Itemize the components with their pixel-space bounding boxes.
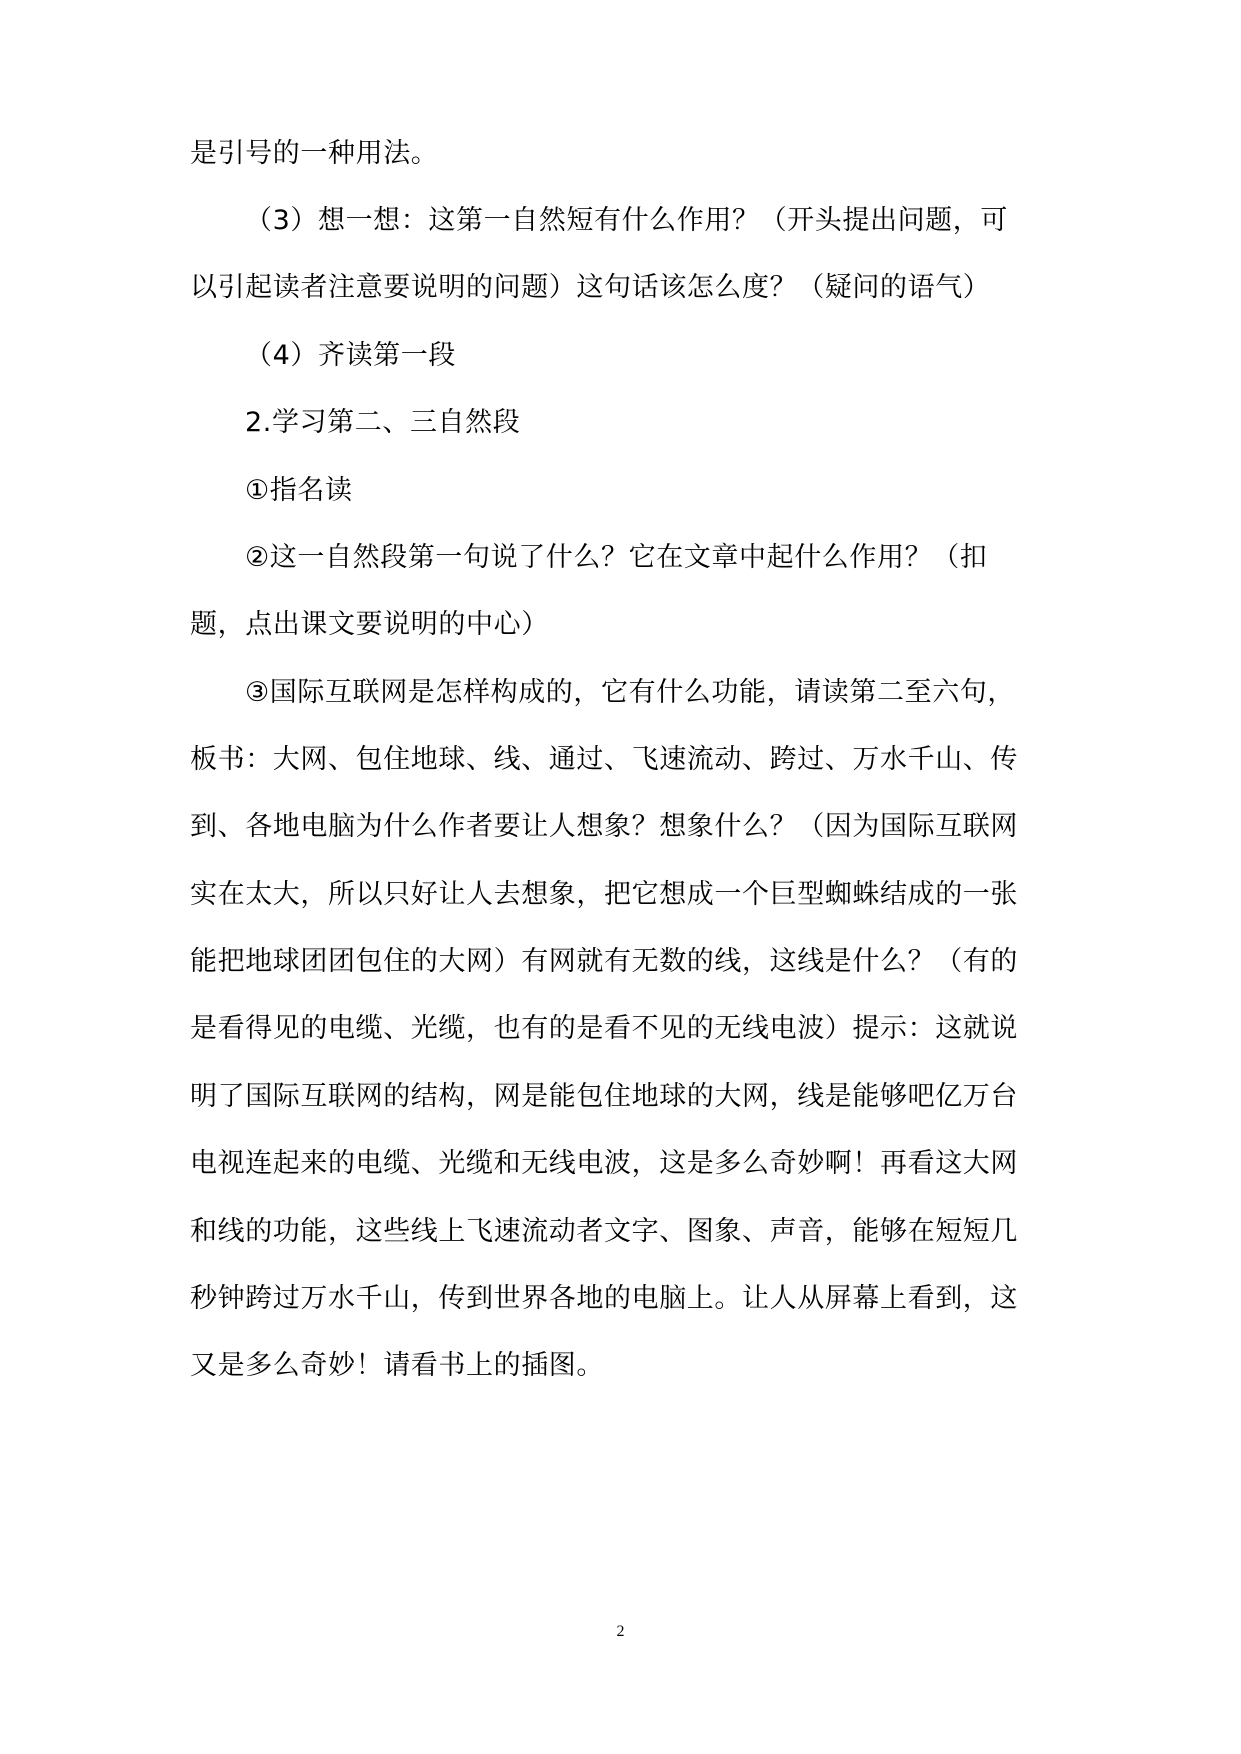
text-line: 明了国际互联网的结构，网是能包住地球的大网，线是能够吧亿万台 <box>190 1081 1018 1112</box>
text-line: 能把地球团团包住的大网）有网就有无数的线，这线是什么？（有的 <box>190 946 1018 977</box>
text-line: （4）齐读第一段 <box>245 340 456 371</box>
text-line: 秒钟跨过万水千山，传到世界各地的电脑上。让人从屏幕上看到，这 <box>190 1283 1018 1314</box>
text-line: 和线的功能，这些线上飞速流动者文字、图象、声音，能够在短短几 <box>190 1216 1018 1247</box>
text-line: ①指名读 <box>245 475 353 506</box>
text-line: 实在太大，所以只好让人去想象，把它想成一个巨型蜘蛛结成的一张 <box>190 879 1018 910</box>
text-line: 是引号的一种用法。 <box>190 138 439 169</box>
text-line: （3）想一想：这第一自然短有什么作用？（开头提出问题，可 <box>245 205 1008 236</box>
text-line: ③国际互联网是怎样构成的，它有什么功能，请读第二至六句， <box>245 677 1016 708</box>
text-line: 以引起读者注意要说明的问题）这句话该怎么度？（疑问的语气） <box>190 272 991 303</box>
text-line: 是看得见的电缆、光缆，也有的是看不见的无线电波）提示：这就说 <box>190 1013 1018 1044</box>
text-line: ②这一自然段第一句说了什么？它在文章中起什么作用？（扣 <box>245 542 988 573</box>
text-line: 又是多么奇妙！请看书上的插图。 <box>190 1350 604 1381</box>
page-number: 2 <box>616 1623 625 1640</box>
text-line: 电视连起来的电缆、光缆和无线电波，这是多么奇妙啊！再看这大网 <box>190 1148 1018 1179</box>
text-line: 板书：大网、包住地球、线、通过、飞速流动、跨过、万水千山、传 <box>190 744 1018 775</box>
text-line: 题，点出课文要说明的中心） <box>190 609 549 640</box>
text-line: 2.学习第二、三自然段 <box>245 407 521 438</box>
text-line: 到、各地电脑为什么作者要让人想象？想象什么？（因为国际互联网 <box>190 811 1018 842</box>
